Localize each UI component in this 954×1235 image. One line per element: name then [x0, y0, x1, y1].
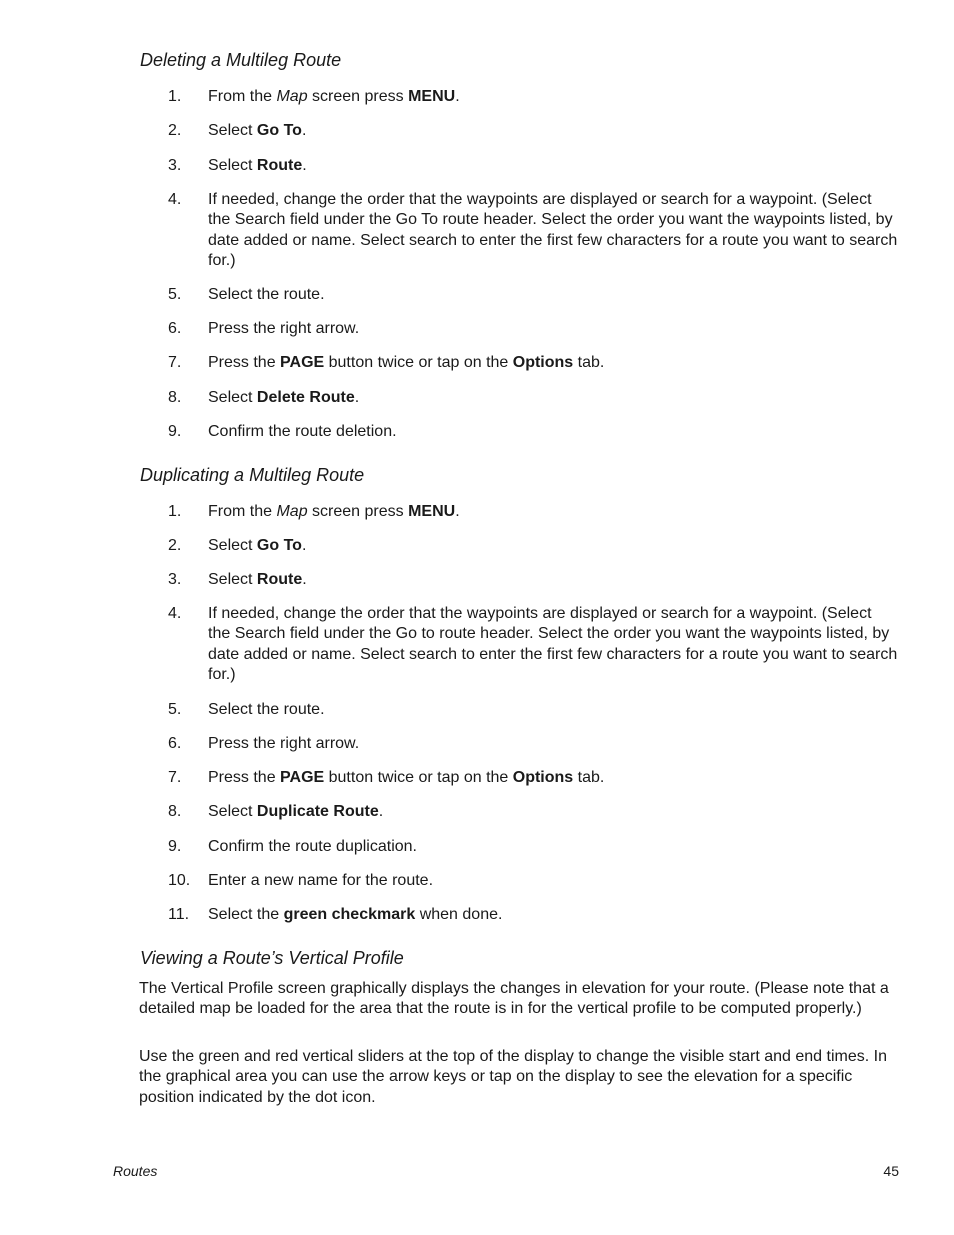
text-run: Select: [208, 537, 257, 554]
text-run: screen press: [307, 503, 409, 520]
text-run: .: [302, 157, 307, 174]
italic-term: Map: [276, 88, 308, 105]
step-text: [208, 422, 898, 442]
text-run: .: [378, 803, 384, 820]
bold-term: green checkmark: [283, 906, 416, 923]
step-text: [208, 121, 898, 141]
step-number: 6.: [168, 735, 182, 752]
step-text: [208, 871, 898, 891]
text-run: If needed, change the order that the waypoints are displayed or search for a waypoint. (Select the Search field under the Go To route header. Select the order you want the waypoints listed, by date added or name. Select search to enter the first few characters for a route you want to search for.): [208, 191, 898, 269]
step-number: 2.: [168, 122, 182, 139]
step-number: 4.: [168, 605, 182, 622]
step-number: 9.: [168, 423, 182, 440]
bold-term: Go To: [256, 122, 302, 139]
text-run: tab.: [573, 769, 605, 786]
text-run: Select: [208, 571, 257, 588]
step-text: [208, 905, 898, 925]
step-text: [208, 536, 898, 556]
step-number: 6.: [168, 320, 182, 337]
step-number: 3.: [168, 157, 182, 174]
bold-term: PAGE: [280, 769, 325, 786]
bold-term: MENU: [408, 88, 456, 105]
text-run: Select: [208, 157, 257, 174]
text-run: If needed, change the order that the waypoints are displayed or search for a waypoint. (Select the Search field under the Go to route header. Select the order you want the waypoints listed, by date added or name. Select search to enter the first few characters for a route you want to search for.): [208, 605, 898, 683]
step-text: [208, 768, 898, 788]
body-paragraph: Use the green and red vertical sliders at the top of the display to change the visible start and end times. In the graphical area you can use the arrow keys or tap on the display to see the elevation for a specific position indicated by the dot icon.: [139, 1048, 887, 1106]
page-number: 45: [883, 1163, 899, 1179]
text-run: Select the route.: [208, 286, 325, 303]
bold-term: Delete Route: [256, 389, 355, 406]
bold-term: Duplicate Route: [256, 803, 379, 820]
step-text: [208, 156, 898, 176]
text-run: Select the route.: [208, 701, 325, 718]
bold-term: MENU: [408, 503, 456, 520]
step-number: 3.: [168, 571, 182, 588]
text-run: Select: [208, 122, 257, 139]
text-run: .: [301, 122, 307, 139]
step-number: 11.: [168, 906, 190, 923]
text-run: Select: [208, 389, 257, 406]
text-run: Select the: [208, 906, 284, 923]
text-run: Press the: [208, 769, 281, 786]
text-run: Confirm the route deletion.: [208, 423, 397, 440]
step-number: 7.: [168, 354, 182, 371]
text-run: .: [354, 389, 360, 406]
bold-term: Options: [512, 769, 574, 786]
step-number: 5.: [168, 701, 182, 718]
step-number: 1.: [168, 503, 182, 520]
text-run: Press the: [208, 354, 281, 371]
text-run: From the: [208, 88, 277, 105]
step-text: [208, 190, 898, 271]
step-number: 7.: [168, 769, 182, 786]
bold-term: Options: [512, 354, 574, 371]
text-run: From the: [208, 503, 277, 520]
text-run: button twice or tap on the: [324, 769, 513, 786]
step-text: [208, 285, 898, 305]
text-run: .: [301, 537, 307, 554]
step-text: [208, 87, 898, 107]
text-run: when done.: [415, 906, 503, 923]
step-number: 8.: [168, 803, 182, 820]
step-text: [208, 837, 898, 857]
section-heading-duplicating: Duplicating a Multileg Route: [140, 465, 365, 485]
text-run: .: [455, 503, 460, 520]
step-text: [208, 353, 898, 373]
step-text: [208, 700, 898, 720]
bold-term: PAGE: [280, 354, 325, 371]
footer-section-name: Routes: [113, 1163, 158, 1179]
step-number: 8.: [168, 389, 182, 406]
bold-term: Route: [256, 157, 303, 174]
step-number: 4.: [168, 191, 182, 208]
step-text: [208, 604, 898, 685]
text-run: Select: [208, 803, 257, 820]
step-text: [208, 319, 898, 339]
step-text: [208, 734, 898, 754]
section-heading-vertical-profile: Viewing a Route’s Vertical Profile: [140, 948, 404, 968]
step-text: [208, 388, 898, 408]
step-number: 2.: [168, 537, 182, 554]
text-run: tab.: [573, 354, 605, 371]
body-paragraph: The Vertical Profile screen graphically displays the changes in elevation for your route. (Please note that a detailed map be loaded for the area that the route is in for the vertical profile to be computed properly.): [139, 980, 889, 1018]
bold-term: Route: [256, 571, 303, 588]
step-text: [208, 502, 898, 522]
text-run: .: [302, 571, 307, 588]
step-number: 1.: [168, 88, 182, 105]
step-number: 10.: [168, 872, 191, 889]
section-heading-deleting: Deleting a Multileg Route: [140, 50, 342, 70]
text-run: button twice or tap on the: [324, 354, 513, 371]
step-number: 5.: [168, 286, 182, 303]
step-text: [208, 802, 898, 822]
text-run: Enter a new name for the route.: [208, 872, 434, 889]
text-run: Press the right arrow.: [208, 320, 360, 337]
step-number: 9.: [168, 838, 182, 855]
italic-term: Map: [276, 503, 308, 520]
bold-term: Go To: [256, 537, 302, 554]
step-text: [208, 570, 898, 590]
text-run: Confirm the route duplication.: [208, 838, 417, 855]
text-run: .: [455, 88, 460, 105]
text-run: screen press: [307, 88, 409, 105]
text-run: Press the right arrow.: [208, 735, 360, 752]
